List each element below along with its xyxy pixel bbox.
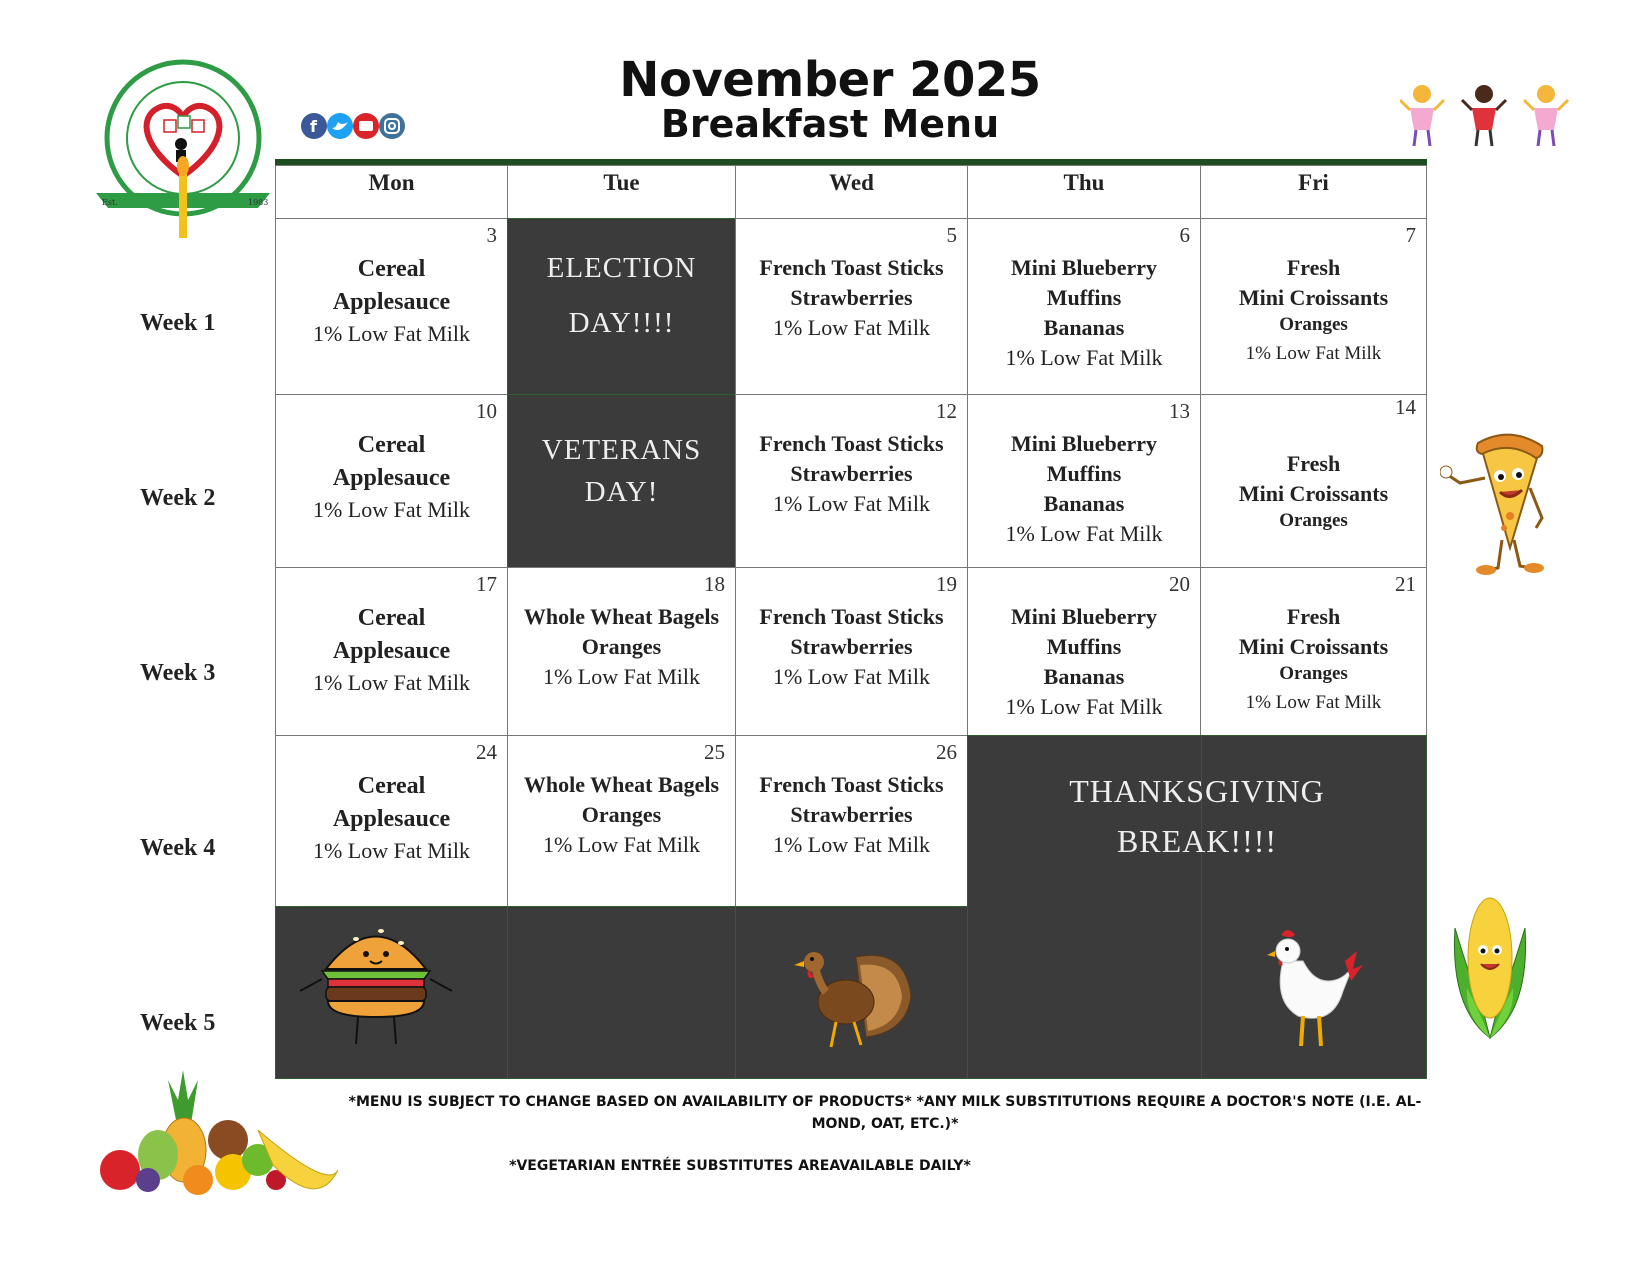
menu-item: Mini Blueberry — [1010, 604, 1158, 629]
menu-cell-w2-wed — [735, 394, 968, 568]
day-number: 26 — [936, 740, 957, 764]
menu-cell-w4-wed — [735, 735, 968, 907]
menu-cell-w1-mon — [275, 218, 508, 395]
menu-item: Cereal — [357, 256, 426, 282]
menu-item: Fresh — [1286, 255, 1341, 280]
menu-cell-w3-tue — [507, 567, 736, 737]
day-number: 12 — [936, 399, 957, 423]
day-number: 3 — [486, 223, 497, 247]
instagram-icon[interactable] — [379, 113, 405, 139]
day-header-tue: Tue — [507, 165, 736, 219]
note-vegetarian: *VEGETARIAN ENTRÉE SUBSTITUTES AREAVAILABLE DAILY* — [509, 1158, 971, 1174]
day-header-fri: Fri — [1200, 165, 1427, 219]
school-logo — [88, 58, 278, 248]
menu-cell-w2-thu — [967, 394, 1201, 568]
menu-item: Mini Croissants — [1238, 634, 1389, 659]
holiday-text: THANKSGIVING — [1069, 773, 1325, 809]
menu-item: 1% Low Fat Milk — [312, 838, 471, 863]
page-title: November 2025 — [619, 52, 1041, 108]
menu-item: Strawberries — [790, 802, 913, 827]
svg-text:f: f — [310, 117, 317, 136]
menu-item: Applesauce — [332, 465, 451, 491]
menu-item: 1% Low Fat Milk — [1245, 692, 1382, 713]
menu-item: Oranges — [1279, 663, 1348, 684]
day-number: 21 — [1395, 572, 1416, 596]
day-number: 13 — [1169, 399, 1190, 423]
fruit-pile-icon — [98, 1070, 338, 1205]
holiday-text: VETERANS — [541, 434, 702, 466]
menu-item: Mini Croissants — [1238, 481, 1389, 506]
page-subtitle: Breakfast Menu — [660, 102, 1000, 146]
week-label: Week 4 — [140, 835, 216, 861]
menu-cell-w1-fri — [1200, 218, 1427, 395]
menu-item: Bananas — [1043, 491, 1125, 516]
day-number: 5 — [946, 223, 957, 247]
menu-cell-w3-mon — [275, 567, 508, 737]
corn-icon — [1445, 888, 1535, 1053]
menu-item: Cereal — [357, 773, 426, 799]
day-number: 17 — [476, 572, 497, 596]
menu-cell-w3-thu — [967, 567, 1201, 737]
note-menu-change: *MENU IS SUBJECT TO CHANGE BASED ON AVAILABILITY OF PRODUCTS* *ANY MILK SUBSTITUTIONS REQUIRE A DOCTOR'S NOTE (I.E. AL- — [348, 1094, 1422, 1110]
holiday-cell-veterans — [507, 394, 736, 568]
week-label: Week 1 — [140, 310, 216, 336]
menu-item: 1% Low Fat Milk — [312, 497, 471, 522]
menu-item: Whole Wheat Bagels — [523, 772, 720, 797]
social-icons — [300, 110, 420, 142]
menu-item: French Toast Sticks — [759, 772, 944, 797]
pizza-mascot-icon — [1440, 428, 1550, 583]
menu-item: Muffins — [1046, 285, 1122, 310]
menu-item: Mini Blueberry — [1010, 255, 1158, 280]
twitter-icon[interactable] — [327, 113, 353, 139]
menu-item: 1% Low Fat Milk — [312, 670, 471, 695]
menu-item: Strawberries — [790, 461, 913, 486]
menu-item: Cereal — [357, 432, 426, 458]
holiday-text: ELECTION — [546, 252, 697, 284]
day-header-wed: Wed — [735, 165, 968, 219]
day-number: 25 — [704, 740, 725, 764]
holiday-text: BREAK!!!! — [1116, 823, 1278, 859]
menu-item: Strawberries — [790, 634, 913, 659]
menu-item: 1% Low Fat Milk — [772, 664, 931, 689]
day-number: 19 — [936, 572, 957, 596]
menu-item: Muffins — [1046, 461, 1122, 486]
menu-item: 1% Low Fat Milk — [772, 491, 931, 516]
menu-item: French Toast Sticks — [759, 255, 944, 280]
menu-item: Oranges — [581, 634, 662, 659]
menu-item: 1% Low Fat Milk — [772, 832, 931, 857]
menu-item: Oranges — [1279, 314, 1348, 335]
day-header-thu: Thu — [967, 165, 1201, 219]
day-number: 6 — [1179, 223, 1190, 247]
menu-calendar — [275, 159, 1427, 1079]
menu-item: 1% Low Fat Milk — [772, 315, 931, 340]
youtube-icon[interactable] — [353, 113, 379, 139]
blank-cell-w5-mon — [275, 906, 508, 1079]
menu-item: Applesauce — [332, 289, 451, 315]
menu-cell-w3-fri — [1200, 567, 1427, 737]
day-number: 14 — [1395, 395, 1416, 419]
menu-item: Whole Wheat Bagels — [523, 604, 720, 629]
menu-item: 1% Low Fat Milk — [1005, 521, 1163, 546]
menu-item: Bananas — [1043, 315, 1125, 340]
menu-cell-w3-wed — [735, 567, 968, 737]
holiday-cell-election — [507, 218, 736, 395]
day-number: 10 — [476, 399, 497, 423]
menu-item: French Toast Sticks — [759, 431, 944, 456]
logo-year: 1983 — [248, 198, 269, 207]
blank-cell-w5-tue — [507, 906, 736, 1079]
day-number: 7 — [1405, 223, 1416, 247]
facebook-icon[interactable] — [301, 113, 327, 139]
menu-item: 1% Low Fat Milk — [1005, 694, 1163, 719]
chicken-icon — [1253, 921, 1363, 1056]
menu-item: Bananas — [1043, 664, 1125, 689]
menu-item: Mini Croissants — [1238, 285, 1389, 310]
week-label: Week 3 — [140, 660, 216, 686]
menu-cell-w1-wed — [735, 218, 968, 395]
menu-cell-w1-thu — [967, 218, 1201, 395]
day-number: 24 — [476, 740, 497, 764]
menu-item: 1% Low Fat Milk — [1005, 345, 1163, 370]
menu-item: Applesauce — [332, 638, 451, 664]
day-number: 20 — [1169, 572, 1190, 596]
menu-item: 1% Low Fat Milk — [312, 321, 471, 346]
menu-item: 1% Low Fat Milk — [542, 832, 701, 857]
note-milk-continued: MOND, OAT, ETC.)* — [811, 1116, 959, 1132]
menu-item: Muffins — [1046, 634, 1122, 659]
menu-cell-w4-tue — [507, 735, 736, 907]
menu-item: Fresh — [1286, 451, 1341, 476]
menu-item: Mini Blueberry — [1010, 431, 1158, 456]
holiday-text: DAY!!!! — [568, 307, 675, 339]
menu-item: Cereal — [357, 605, 426, 631]
kids-icon — [1400, 80, 1570, 150]
menu-item: Oranges — [581, 802, 662, 827]
menu-cell-w2-fri — [1200, 394, 1427, 568]
menu-item: French Toast Sticks — [759, 604, 944, 629]
holiday-text: DAY! — [584, 476, 659, 508]
hamburger-icon — [286, 909, 466, 1054]
week-label: Week 5 — [140, 1010, 216, 1036]
turkey-icon — [786, 937, 916, 1062]
day-header-mon: Mon — [275, 165, 508, 219]
menu-item: Fresh — [1286, 604, 1341, 629]
menu-item: Applesauce — [332, 806, 451, 832]
menu-item: Strawberries — [790, 285, 913, 310]
menu-cell-w4-mon — [275, 735, 508, 907]
logo-est: Est. — [102, 198, 118, 207]
menu-item: 1% Low Fat Milk — [1245, 343, 1382, 364]
menu-item: Oranges — [1279, 510, 1348, 531]
day-number: 18 — [704, 572, 725, 596]
blank-cell-w5-wed — [735, 906, 968, 1079]
menu-item: 1% Low Fat Milk — [542, 664, 701, 689]
holiday-cell-thanksgiving — [967, 735, 1427, 1079]
week-label: Week 2 — [140, 485, 216, 511]
menu-cell-w2-mon — [275, 394, 508, 568]
